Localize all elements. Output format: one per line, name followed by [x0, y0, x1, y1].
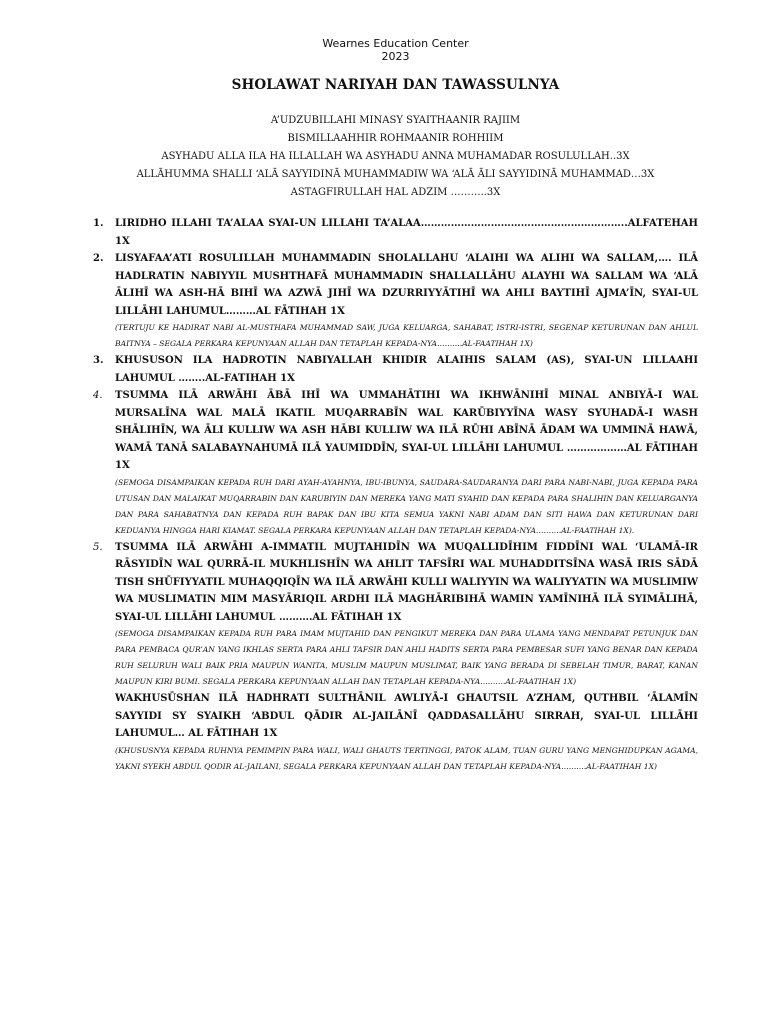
final-text: WAKHUSŪSHAN ILĀ HADHRATI SULTHĀNIL AWLIYĀ-I GHAUTSIL A’ZHAM, QUTHBIL ‘ĀLAMĪN SAYYIDI SY SYAIKH ‘ABDUL QĀDIR AL-JAILĀNĪ QADDASALLĀHU SIRRAH, SYAI-UL LILLĀHI LAHUMUL… AL FĀTIHAH 1X [115, 693, 698, 739]
item-number: 3. [93, 355, 104, 366]
list-item [93, 352, 698, 387]
final-translation: (KHUSUSNYA KEPADA RUHNYA PEMIMPIN PARA WALI, WALI GHAUTS TERTINGGI, PATOK ALAM, TUAN GURU YANG MENGHIDUPKAN AGAMA, YAKNI SYEKH ABDUL QODIR AL-JAILANI, SEGALA PERKARA KEPUNYAAN ALLAH DAN TETAPLAH KEPADA-NYA……….AL-FAATIHAH 1X) [115, 745, 698, 771]
item-text: LISYAFAA’ATI ROSULILLAH MUHAMMADIN SHOLALLAHU ‘ALAIHI WA ALIHI WA SALLAM,…. ILĀ HADLRATIN NABIYYIL MUSHTHAFĀ MUHAMMADIN SHALLALLĀHU ALAYHI WA SALLAM WA ‘ALĀ ĀLIHĪ WA ASH-HĀ BIHĪ WA AZWĀ JIHĪ WA DZURRIYYĀTIHĪ WA AHLI BAYTIHĪ AJMA’ĪN, SYAI-UL LILLĀHI LAHUMUL………AL FĀTIHAH 1X [115, 253, 698, 317]
list-item [93, 387, 698, 539]
opening-recitations [93, 112, 698, 202]
intro-line: ASYHADU ALLA ILA HA ILLALLAH WA ASYHADU ANNA MUHAMADAR ROSULULLAH..3X [161, 151, 630, 162]
item-number: 4. [93, 390, 103, 401]
item-text: TSUMMA ILĀ ARWĀHI ĀBĀ IHĪ WA UMMAHĀTIHI WA IKHWĀNIHĪ MINAL ANBIYĀ-I WAL MURSALĪNA WAL MALĀ IKATIL MUQARRABĪN WAL KARŪBIYYĪNA WASY SYUHADĀ-I WASH SHĀLIHĪN, WA ĀLI KULLIW WA ASH HĀBI KULLIW WA ILĀ RŪHI ABĪNĀ ĀDAM WA UMMINĀ HAWĀ, WAMĀ TANĀ SALABAYNAHUMĀ ILĀ YAUMIDDĪN, SYAI-UL LILLĀHI LAHUMUL ………………AL FĀTIHAH 1X [115, 390, 698, 471]
intro-line: ALLĀHUMMA SHALLI ‘ALĀ SAYYIDINĀ MUHAMMADIW WA ‘ALĀ ĀLI SAYYIDINĀ MUHAMMAD…3X [136, 169, 655, 180]
item-translation: (TERTUJU KE HADIRAT NABI AL-MUSTHAFA MUHAMMAD SAW, JUGA KELUARGA, SAHABAT, ISTRI-ISTRI, SEGENAP KETURUNAN DAN AHLUL BAITNYA – SEGALA PERKARA KEPUNYAAN ALLAH DAN TETAPLAH KEPADA-NYA……….AL-FAATIHAH 1X) [115, 323, 698, 348]
item-text: TSUMMA ILĀ ARWĀHI A-IMMATIL MUJTAHIDĪN WA MUQALLIDĪHIM FIDDĪNI WAL ‘ULAMĀ-IR RĀSYIDĪN WAL QURRĀ-IL MUKHLISHĪN WA AHLIT TAFSĪRI WAL MUHADDITSĪNA WASĀ IRIS SĀDĀ TISH SHŪFIYYATIL MUHAQQIQĪN WA ILĀ ARWĀHI KULLI WALIYYIN WA WALIYYATIN WA MUSLIMIW WA MUSLIMATIN MIM MASYĀRIQIL ARDHI ILĀ MAGHĀRIBIHĀ WAMIN YAMĪNIHĀ ILĀ SYIMĀLIHĀ, SYAI-UL LILLĀHI LAHUMUL ……….AL FĀTIHAH 1X [115, 541, 698, 623]
item-translation: (SEMOGA DISAMPAIKAN KEPADA RUH DARI AYAH-AYAHNYA, IBU-IBUNYA, SAUDARA-SAUDARANYA DARI PARA NABI-NABI, JUGA KEPADA PARA UTUSAN DAN MALAIKAT MUQARRABIN DAN KARUBIYIN DAN MEREKA YANG MATI SYAHID DAN KEPADA PARA SHALIHIN DAN KELUARGANYA DAN PARA SAHABATNYA DAN KEPADA RUH BAPAK DAN IBU KITA SEMUA YAKNI NABI ADAM DAN SITI HAWA DAN KETURUNAN DARI KEDUANYA HINGGA HARI KIAMAT. SEGALA PERKARA KEPUNYAAN ALLAH DAN TETAPLAH KEPADA-NYA……….AL-FAATIHAH 1X). [115, 477, 698, 535]
tawassul-list [93, 215, 698, 690]
item-number: 5. [93, 541, 103, 553]
intro-line: A’UDZUBILLAHI MINASY SYAITHAANIR RAJIIM [270, 115, 521, 126]
list-item [93, 215, 698, 250]
intro-line: ASTAGFIRULLAH HAL ADZIM ………..3X [290, 187, 501, 198]
organization-name: Wearnes Education Center [322, 37, 469, 50]
list-item [93, 539, 698, 691]
item-text: KHUSUSON ILA HADROTIN NABIYALLAH KHIDIR ALAIHIS SALAM (AS), SYAI-UN LILLAAHI LAHUMUL ……..AL-FATIHAH 1X [115, 355, 698, 384]
item-translation: (SEMOGA DISAMPAIKAN KEPADA RUH PARA IMAM MUJTAHID DAN PENGIKUT MEREKA DAN PARA ULAMA YANG MENDAPAT PETUNJUK DAN PARA PEMBACA QUR’AN YANG IKHLAS SERTA PARA AHLI TAFSIR DAN AHLI HADITS SERTA PARA PEMBESAR SUFI YANG BENAR DAN KEPADA RUH SELURUH WALI BAIK PRIA MAUPUN WANITA, MUSLIM MAUPUN MUSLIMAT, BAIK YANG BERADA DI SEBELAH TIMUR, BARAT, KANAN MAUPUN KIRI BUMI. SEGALA PERKARA KEPUNYAAN ALLAH DAN TETAPLAH KEPADA-NYA……….AL-FAATIHAH 1X) [115, 629, 698, 686]
document-title: SHOLAWAT NARIYAH DAN TAWASSULNYA [231, 77, 560, 93]
item-number: 2. [93, 253, 104, 264]
final-dedication [93, 690, 698, 775]
document-year: 2023 [381, 50, 410, 63]
item-number: 1. [93, 218, 104, 229]
list-item [93, 250, 698, 352]
intro-line: BISMILLAAHHIR ROHMAANIR ROHHIIM [287, 133, 504, 144]
item-text: LIRIDHO ILLAHI TA’ALAA SYAI-UN LILLAHI TA’ALAA……………………………………………………..ALFATEHAH 1X [115, 218, 698, 247]
document-header [93, 0, 698, 63]
